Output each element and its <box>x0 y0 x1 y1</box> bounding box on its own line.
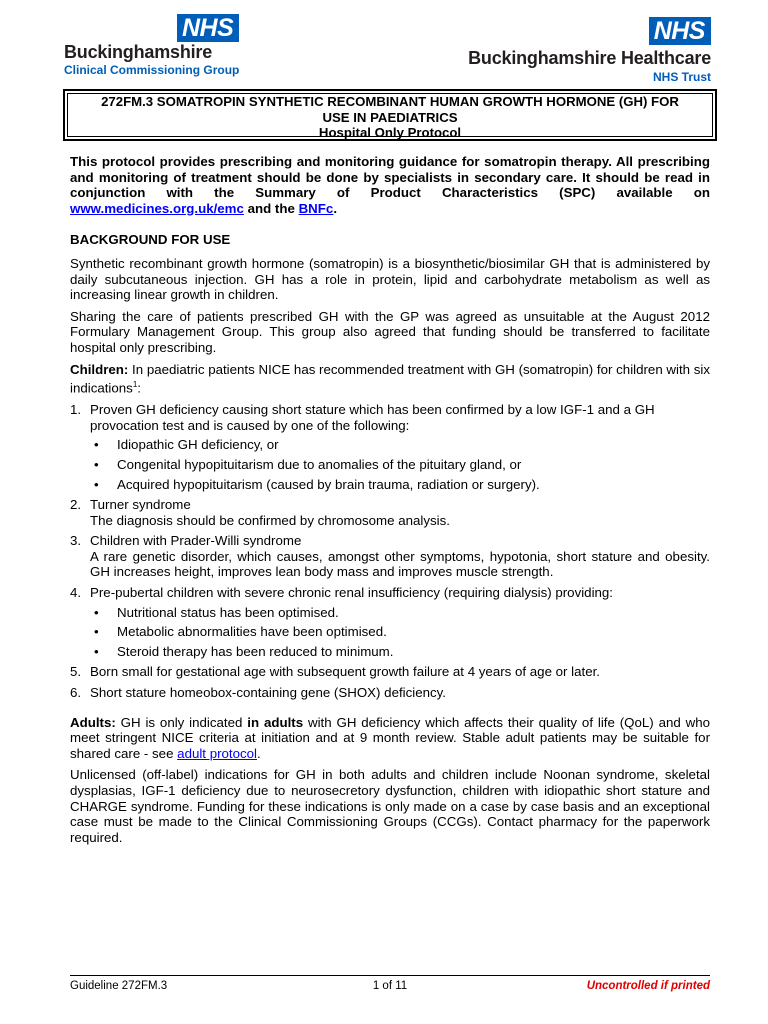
guideline-reference: Guideline 272FM.3 <box>70 980 168 992</box>
bnfc-link[interactable]: BNFc <box>298 200 334 216</box>
trust-subtitle: NHS Trust <box>652 70 711 84</box>
indication-1-bullets <box>90 437 710 492</box>
list-item: • Congenital hypopituitarism due to anomalies of the pituitary gland, or <box>94 456 522 472</box>
document-title-box <box>63 89 717 141</box>
adult-protocol-link[interactable]: adult protocol <box>177 745 258 761</box>
intro-paragraph: This protocol provides prescribing and monitoring guidance for somatropin therapy. All prescribing and monitoring of treatment should be done by specialists in secondary care. It should be read in conjunction with the Summary of Product Characteristics (SPC) available on www.medicines.org.uk/emc and the BNFc. <box>70 154 710 216</box>
children-label: Children: <box>70 361 129 377</box>
trust-name: Buckinghamshire Healthcare <box>468 48 711 68</box>
background-paragraph-2: Sharing the care of patients prescribed GH with the GP was agreed as unsuitable at the August 2012 Formulary Management Group. This group also agreed that funding should be transferred to facilitate hospital only prescribing. <box>70 308 710 355</box>
indication-note: The diagnosis should be confirmed by chromosome analysis. <box>90 512 450 528</box>
uncontrolled-notice: Uncontrolled if printed <box>586 980 710 992</box>
list-item: • Idiopathic GH deficiency, or <box>94 437 279 453</box>
title-line-2: USE IN PAEDIATRICS <box>322 109 458 125</box>
background-heading: BACKGROUND FOR USE <box>70 232 231 248</box>
ccg-subtitle: Clinical Commissioning Group <box>64 63 240 77</box>
indication-text: Proven GH deficiency causing short stature which has been confirmed by a low IGF-1 and a GH provocation test and is caused by one of the following: <box>90 402 655 433</box>
indication-text: Pre-pubertal children with severe chronic renal insufficiency (requiring dialysis) providing: <box>90 585 614 601</box>
page-number: 1 of 11 <box>372 980 408 992</box>
indication-3 <box>70 533 710 580</box>
indication-5 <box>70 664 710 680</box>
indication-text: Children with Prader-Willi syndrome <box>90 533 302 549</box>
page-header <box>0 0 768 90</box>
indication-number: 6. <box>70 685 82 701</box>
footnote-ref: 1 <box>132 380 138 390</box>
indication-text: Born small for gestational age with subsequent growth failure at 4 years of age or later. <box>90 664 601 680</box>
title-line-1: 272FM.3 SOMATROPIN SYNTHETIC RECOMBINANT HUMAN GROWTH HORMONE (GH) FOR <box>101 94 679 109</box>
nhs-logo-badge: NHS <box>177 14 239 42</box>
unlicensed-paragraph: Unlicensed (off-label) indications for GH in both adults and children include Noonan syndrome, skeletal dysplasias, IGF-1 deficiency due to neurosecretory dysfunction, children with idiopathic short stature and CHARGE syndrome. Funding for these indications is only made on a case by case basis and an exceptional case must be made to the Clinical Commissioning Groups (CCGs). Contact pharmacy for the paperwork required. <box>70 767 710 845</box>
list-item: • Steroid therapy has been reduced to minimum. <box>94 643 394 659</box>
indication-number: 5. <box>70 664 82 680</box>
trust-logo <box>451 17 711 84</box>
ccg-logo <box>64 14 264 77</box>
background-paragraph-1: Synthetic recombinant growth hormone (somatropin) is a biosynthetic/biosimilar GH that is administered by daily subcutaneous injection. GH has a role in protein, lipid and carbohydrate metabolism as well as increasing linear growth in children. <box>70 255 710 303</box>
indication-1 <box>70 402 710 492</box>
list-item: • Metabolic abnormalities have been optimised. <box>94 624 387 640</box>
indication-number: 1. <box>70 402 82 418</box>
list-item: • Acquired hypopituitarism (caused by brain trauma, radiation or surgery). <box>94 476 540 492</box>
indication-text: Turner syndrome <box>90 497 191 513</box>
indication-text: Short stature homeobox-containing gene (SHOX) deficiency. <box>90 685 447 701</box>
list-item: • Nutritional status has been optimised. <box>94 604 339 620</box>
document-body <box>70 154 710 851</box>
adults-paragraph: Adults: GH is only indicated in adults with GH deficiency which affects their quality of life (QoL) and who meet stringent NICE criteria at initiation and at 9 month review. Stable adult patients may be suitable for shared care - see adult protocol. <box>70 714 711 761</box>
indication-note: A rare genetic disorder, which causes, amongst other symptoms, hypotonia, short stature and obesity. GH increases height, improves lean body mass and improves muscle strength. <box>90 548 710 580</box>
ccg-name: Buckinghamshire <box>64 42 213 62</box>
nhs-logo-badge: NHS <box>649 17 711 45</box>
indication-number: 2. <box>70 497 82 513</box>
children-paragraph: Children: In paediatric patients NICE has recommended treatment with GH (somatropin) for children with six indications$^1$: <box>70 361 710 396</box>
page-footer <box>70 975 710 992</box>
indication-4 <box>70 585 710 659</box>
medicines-link[interactable]: www.medicines.org.uk/emc <box>70 200 244 216</box>
indication-number: 4. <box>70 585 82 601</box>
adults-label: Adults: <box>70 714 116 730</box>
title-line-3: Hospital Only Protocol <box>318 125 462 140</box>
indication-number: 3. <box>70 533 82 549</box>
indication-4-bullets <box>90 605 710 660</box>
indication-6 <box>70 685 710 701</box>
indication-2 <box>70 497 710 528</box>
